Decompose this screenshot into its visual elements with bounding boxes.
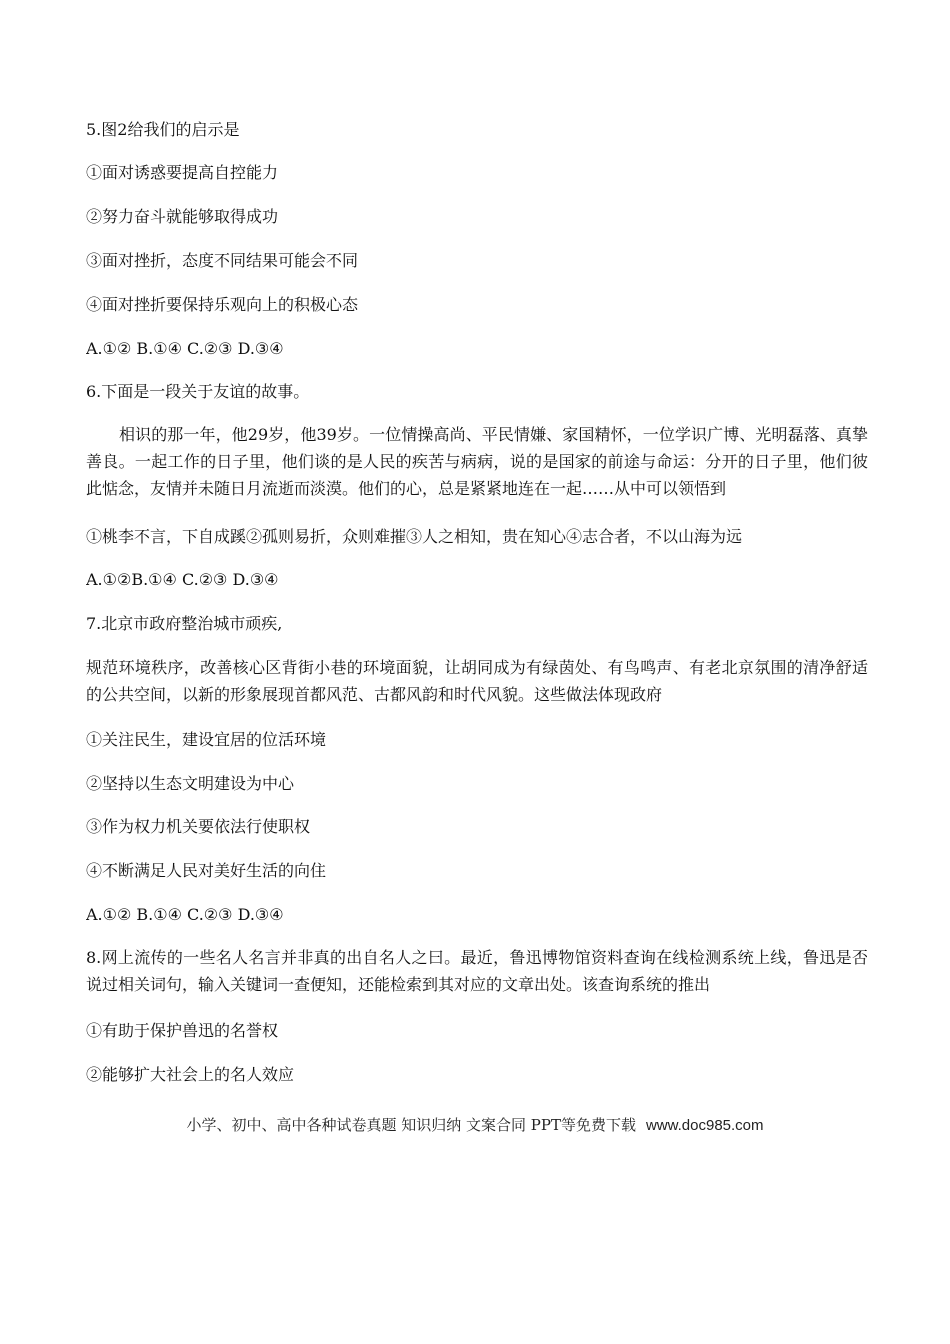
q5-answer-choices: A.①② B.①④ C.②③ D.③④	[86, 339, 284, 358]
q6-answer-choices: A.①②B.①④ C.②③ D.③④	[86, 570, 279, 589]
q7-option-1: ①关注民生，建设宜居的位活环境	[86, 730, 327, 749]
footer-url: www.doc985.com	[645, 1117, 764, 1134]
q5-option-2: ②努力奋斗就能够取得成功	[86, 207, 279, 226]
q7-option-3: ③作为权力机关要依法行使职权	[86, 817, 311, 836]
q5-option-4: ④面对挫折要保持乐观向上的积极心态	[86, 295, 359, 314]
q5-option-3: ③面对挫折，态度不同结果可能会不同	[86, 251, 359, 270]
q8-option-1: ①有助于保护兽迅的名誉权	[86, 1021, 279, 1040]
q7-stem: 7.北京市政府整治城市顽疾,	[86, 614, 283, 633]
q7-option-2: ②坚持以生态文明建设为中心	[86, 774, 295, 793]
q6-stem: 6.下面是一段关于友谊的故事。	[86, 382, 310, 401]
footer-text: 小学、初中、高中各种试卷真题 知识归纳 文案合同 PPT等免费下载	[186, 1116, 636, 1134]
q6-options: ①桃李不言，下自成蹊②孤则易折，众则难摧③人之相知，贵在知心④志合者，不以山海为远	[86, 527, 743, 546]
q7-passage: 规范环境秩序，改善核心区背街小巷的环境面貌，让胡同成为有绿茵处、有鸟鸣声、有老北京氛围的清净舒适的公共空间，以新的形象展现首都风范、古都风韵和时代风貌。这些做法体现政府	[86, 658, 868, 704]
q8-option-2: ②能够扩大社会上的名人效应	[86, 1065, 295, 1084]
q6-passage: 相识的那一年，他29岁，他39岁。一位情操高尚、平民情嫌、家国精怀，一位学识广博、光明磊落、真挚善良。一起工作的日子里，他们谈的是人民的疾苦与病病，说的是国家的前途与命运：分开的日子里，他们彼此惦念，友情并未随日月流逝而淡漠。他们的心，总是紧紧地连在一起……从中可以领悟到	[86, 425, 868, 498]
page-footer	[0, 1115, 950, 1136]
q8-stem: 8.网上流传的一些名人名言并非真的出自名人之曰。最近，鲁迅博物馆资料查询在线检测系统上线，鲁迅是否说过相关词句，输入关键词一查便知，还能检索到其对应的文章出处。该查询系统的推出	[86, 948, 868, 994]
q7-answer-choices: A.①② B.①④ C.②③ D.③④	[86, 905, 284, 924]
q5-stem: 5.图2给我们的启示是	[86, 120, 240, 139]
q5-option-1: ①面对诱惑要提高自控能力	[86, 163, 279, 182]
q7-option-4: ④不断满足人民对美好生活的向住	[86, 861, 327, 880]
